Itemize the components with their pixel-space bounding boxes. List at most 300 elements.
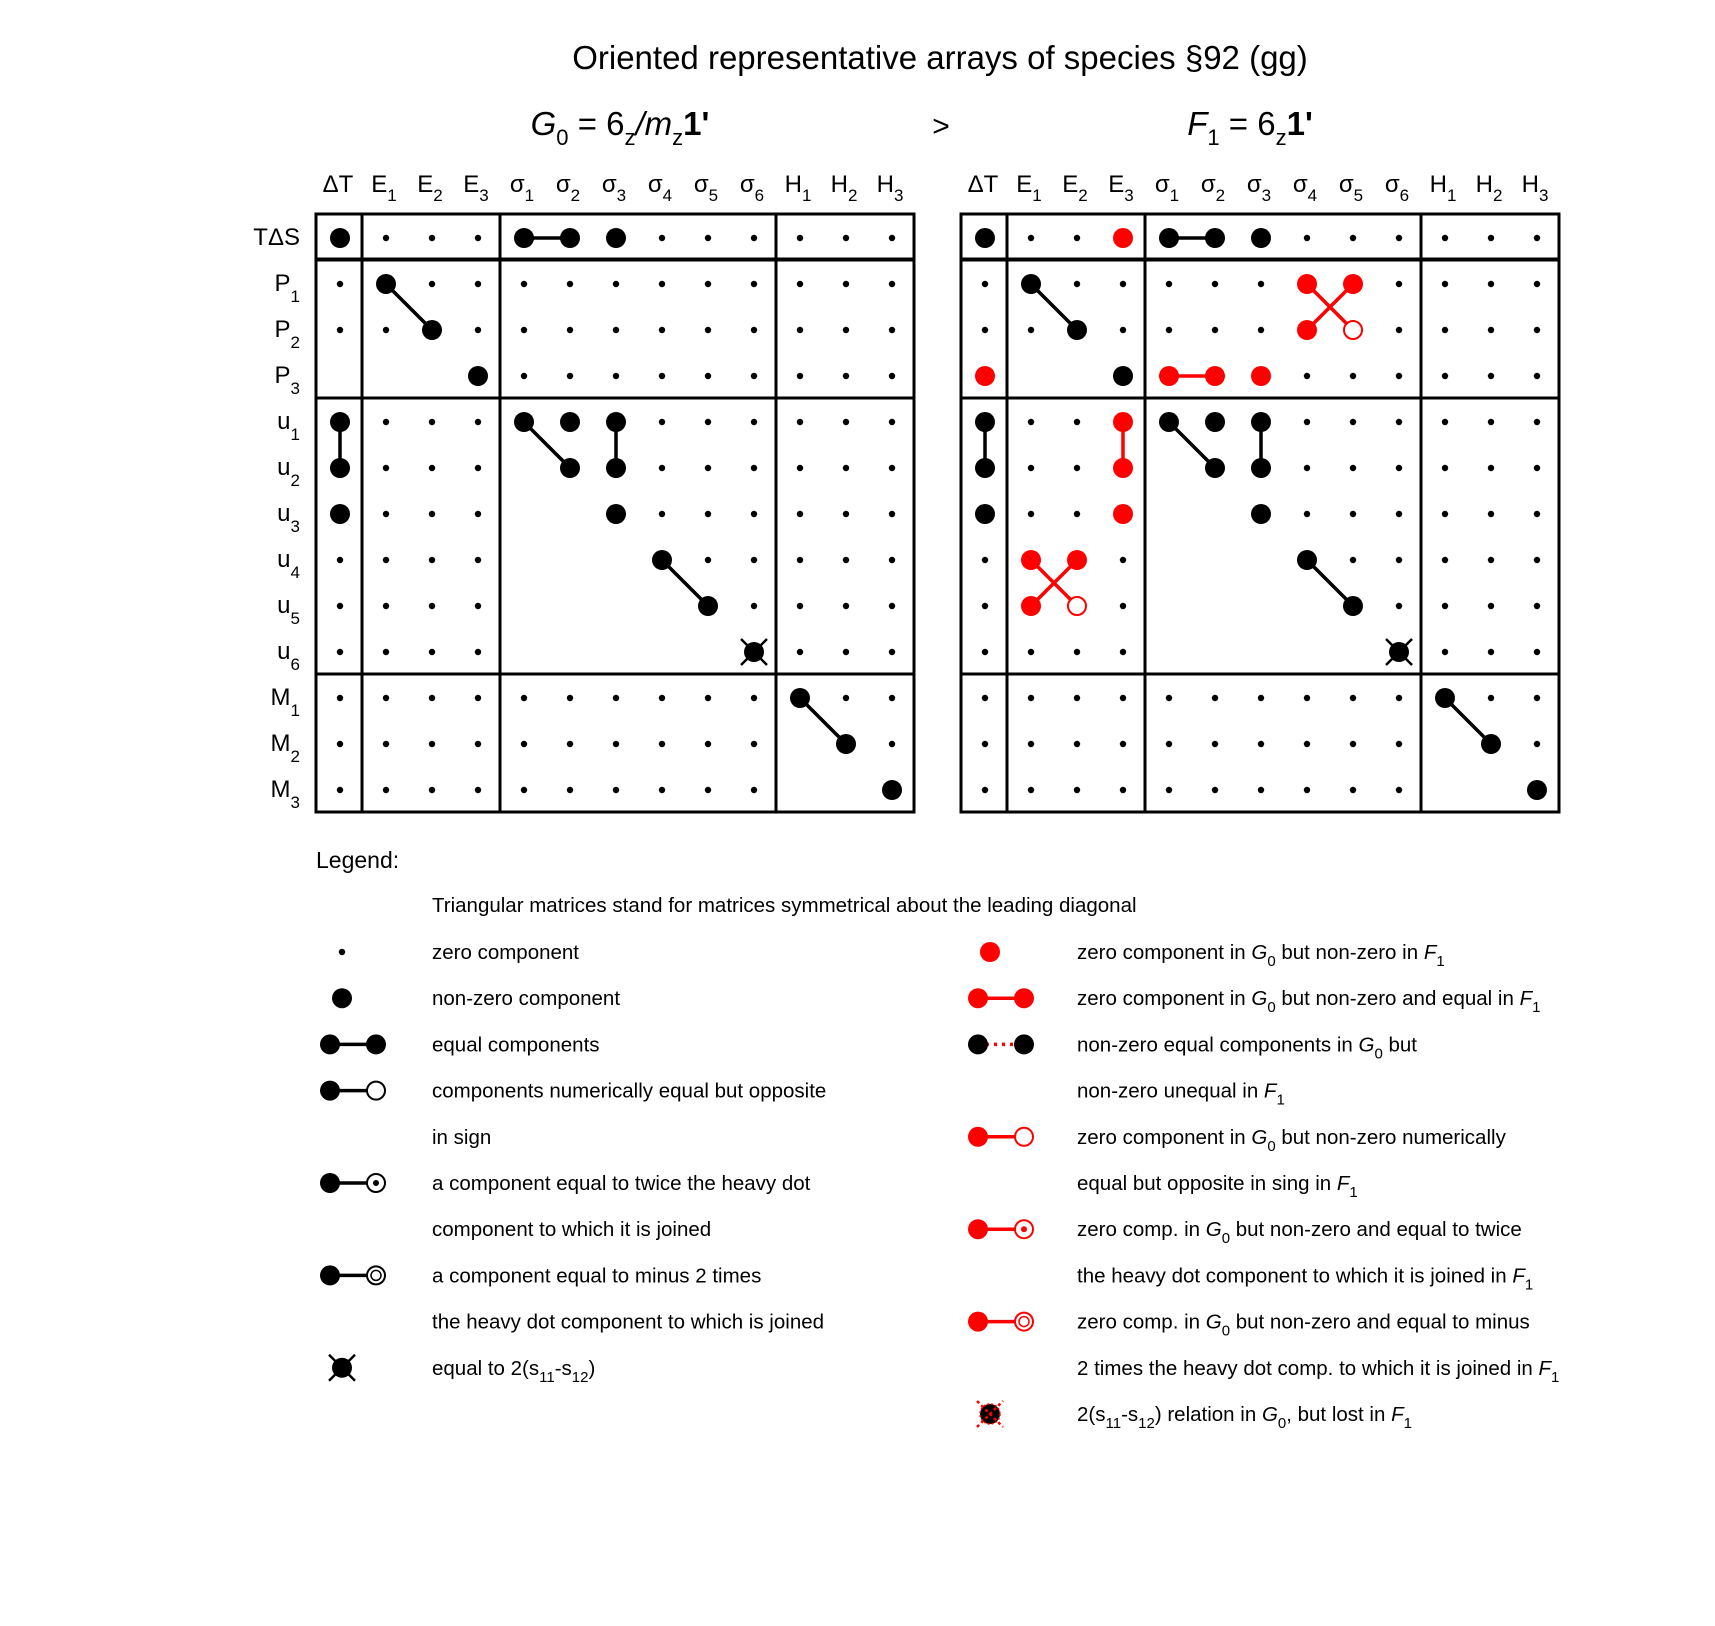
- zero-component-dot: [1120, 787, 1126, 793]
- legend-right-text: the heavy dot component to which it is joined in $F_1$: [1077, 1264, 1534, 1294]
- zero-component-dot: [1534, 695, 1540, 701]
- zero-component-dot: [982, 741, 988, 747]
- zero-component-dot: [1212, 327, 1218, 333]
- zero-component-dot: [613, 787, 619, 793]
- nonzero-component-dot: [560, 412, 580, 432]
- nonzero-component-dot: [1435, 688, 1455, 708]
- nonzero-component-dot: [606, 504, 626, 524]
- red-dot-icon: [980, 942, 1000, 962]
- red-nonzero-dot: [1021, 550, 1041, 570]
- legend-left-text: the heavy dot component to which is joined: [432, 1310, 825, 1334]
- zero-component-dot: [1074, 649, 1080, 655]
- zero-component-dot: [567, 281, 573, 287]
- nonzero-component-dot: [836, 734, 856, 754]
- nonzero-component-dot: [1205, 458, 1225, 478]
- nonzero-component-dot: [376, 274, 396, 294]
- red-nonzero-dot: [1113, 228, 1133, 248]
- red-equal-pair-icon: [968, 988, 1034, 1008]
- zero-component-dot: [1442, 327, 1448, 333]
- zero-component-dot: [1534, 603, 1540, 609]
- nonzero-component-dot: [652, 550, 672, 570]
- zero-component-dot: [383, 511, 389, 517]
- zero-component-dot: [1396, 787, 1402, 793]
- zero-component-dot: [1350, 787, 1356, 793]
- nonzero-component-dot: [1205, 228, 1225, 248]
- group-relation-symbol: >: [932, 110, 950, 143]
- nonzero-component-dot: [1067, 320, 1087, 340]
- zero-component-dot: [1534, 419, 1540, 425]
- zero-component-dot: [475, 695, 481, 701]
- zero-component-dot: [1074, 235, 1080, 241]
- legend-note: Triangular matrices stand for matrices symmetrical about the leading diagonal: [432, 894, 1137, 917]
- zero-component-dot: [613, 695, 619, 701]
- nonzero-component-dot: [698, 596, 718, 616]
- zero-component-dot: [705, 741, 711, 747]
- zero-component-dot: [1074, 695, 1080, 701]
- red-twice-pair-icon: [968, 1219, 1033, 1239]
- red-nonzero-dot: [1297, 274, 1317, 294]
- zero-component-dot: [797, 419, 803, 425]
- zero-component-dot: [1166, 327, 1172, 333]
- zero-component-dot: [1028, 327, 1034, 333]
- zero-component-dot: [1534, 741, 1540, 747]
- zero-component-dot: [383, 787, 389, 793]
- zero-component-dot: [705, 511, 711, 517]
- zero-component-dot: [1258, 281, 1264, 287]
- zero-component-dot: [797, 327, 803, 333]
- zero-component-dot: [383, 649, 389, 655]
- nonzero-component-dot: [1343, 596, 1363, 616]
- zero-component-dot: [705, 373, 711, 379]
- legend-left-text: a component equal to minus 2 times: [432, 1264, 762, 1288]
- zero-component-dot: [1534, 557, 1540, 563]
- nonzero-component-dot: [606, 412, 626, 432]
- matrices: [253, 171, 1559, 812]
- zero-component-dot: [383, 465, 389, 471]
- nonzero-component-dot: [975, 458, 995, 478]
- legend-left-text: equal to $2(s_{11}-s_{12})$: [432, 1356, 596, 1386]
- zero-component-dot: [1488, 373, 1494, 379]
- column-label: $E_3$: [463, 171, 489, 205]
- zero-component-dot: [613, 281, 619, 287]
- zero-component-dot: [982, 603, 988, 609]
- zero-component-dot: [1488, 695, 1494, 701]
- zero-component-dot: [797, 465, 803, 471]
- column-label: $\sigma_3$: [601, 171, 627, 205]
- zero-component-dot: [1488, 419, 1494, 425]
- zero-component-dot: [659, 511, 665, 517]
- red-opposite-sign-dot: [1344, 321, 1362, 339]
- zero-component-dot: [521, 281, 527, 287]
- column-label: $\sigma_2$: [555, 171, 581, 205]
- zero-component-dot: [1028, 419, 1034, 425]
- zero-component-dot: [383, 419, 389, 425]
- nonzero-component-dot: [560, 458, 580, 478]
- red-nonzero-dot: [1205, 366, 1225, 386]
- zero-component-dot: [705, 787, 711, 793]
- nonzero-component-dot: [975, 228, 995, 248]
- zero-component-dot: [429, 419, 435, 425]
- column-label: ΔT: [967, 171, 999, 198]
- zero-component-dot: [1120, 603, 1126, 609]
- zero-component-dot: [1488, 327, 1494, 333]
- zero-component-dot: [567, 695, 573, 701]
- zero-component-dot: [567, 741, 573, 747]
- zero-component-dot: [1396, 741, 1402, 747]
- zero-component-dot: [843, 419, 849, 425]
- zero-component-dot: [383, 235, 389, 241]
- zero-component-dot: [521, 787, 527, 793]
- zero-component-dot: [475, 741, 481, 747]
- zero-component-dot: [1074, 787, 1080, 793]
- zero-component-dot: [1534, 511, 1540, 517]
- zero-component-dot: [1074, 419, 1080, 425]
- row-label: $M_2$: [270, 730, 300, 766]
- zero-component-dot: [1488, 603, 1494, 609]
- zero-component-dot: [521, 373, 527, 379]
- zero-component-dot: [797, 603, 803, 609]
- zero-component-dot: [429, 235, 435, 241]
- red-nonzero-dot: [1297, 320, 1317, 340]
- parent-group-label: $G_0 = 6_z/m_z1'$: [530, 105, 710, 150]
- row-label: $P_1$: [274, 270, 300, 306]
- zero-component-dot: [751, 465, 757, 471]
- zero-component-dot: [751, 741, 757, 747]
- nonzero-component-dot: [422, 320, 442, 340]
- red-nonzero-dot: [1113, 504, 1133, 524]
- zero-component-dot: [889, 741, 895, 747]
- zero-component-dot: [1212, 281, 1218, 287]
- zero-component-dot: [429, 741, 435, 747]
- zero-component-dot: [1304, 511, 1310, 517]
- zero-component-dot: [475, 235, 481, 241]
- nonzero-component-dot: [606, 458, 626, 478]
- zero-component-dot: [1074, 511, 1080, 517]
- row-label: $P_3$: [274, 362, 300, 398]
- zero-component-dot: [1442, 465, 1448, 471]
- zero-component-dot: [1258, 787, 1264, 793]
- zero-component-dot: [1350, 373, 1356, 379]
- zero-component-dot: [889, 557, 895, 563]
- zero-component-dot: [889, 649, 895, 655]
- zero-component-dot: [1350, 695, 1356, 701]
- zero-component-dot: [889, 465, 895, 471]
- zero-component-dot: [843, 649, 849, 655]
- legend-left-text: in sign: [432, 1125, 492, 1149]
- row-label: $u_2$: [277, 454, 300, 490]
- zero-component-dot: [751, 787, 757, 793]
- column-label: $\sigma_4$: [647, 171, 673, 205]
- zero-component-dot: [751, 511, 757, 517]
- zero-component-dot: [889, 327, 895, 333]
- zero-component-dot: [659, 741, 665, 747]
- zero-component-dot: [1166, 281, 1172, 287]
- column-label: $\sigma_6$: [739, 171, 765, 205]
- nonzero-component-dot: [1251, 458, 1271, 478]
- opposite-pair-icon: [320, 1081, 385, 1101]
- row-label: $u_6$: [277, 638, 300, 674]
- row-label: $u_3$: [277, 500, 300, 536]
- zero-component-dot: [521, 741, 527, 747]
- zero-component-dot: [429, 281, 435, 287]
- zero-component-dot: [889, 235, 895, 241]
- zero-component-dot: [475, 511, 481, 517]
- zero-component-dot: [613, 373, 619, 379]
- row-label: $P_2$: [274, 316, 300, 352]
- zero-component-dot: [751, 603, 757, 609]
- zero-component-dot: [751, 281, 757, 287]
- nonzero-component-dot: [1159, 228, 1179, 248]
- zero-component-dot: [1120, 695, 1126, 701]
- nonzero-component-dot: [330, 412, 350, 432]
- zero-component-dot: [1442, 511, 1448, 517]
- zero-component-dot: [613, 327, 619, 333]
- red-minus-two-pair-icon: [968, 1312, 1033, 1332]
- zero-component-dot: [1396, 695, 1402, 701]
- zero-component-dot: [843, 235, 849, 241]
- zero-component-dot: [1534, 373, 1540, 379]
- zero-component-dot: [889, 281, 895, 287]
- zero-component-dot: [889, 419, 895, 425]
- zero-component-dot: [705, 235, 711, 241]
- zero-component-dot: [475, 603, 481, 609]
- zero-component-dot: [889, 695, 895, 701]
- nonzero-component-dot: [1527, 780, 1547, 800]
- zero-component-dot: [1166, 695, 1172, 701]
- column-label: $H_2$: [1475, 171, 1503, 205]
- nonzero-component-dot: [882, 780, 902, 800]
- zero-component-dot: [1028, 741, 1034, 747]
- zero-component-dot: [1488, 557, 1494, 563]
- nonzero-component-dot: [975, 412, 995, 432]
- zero-component-dot: [843, 281, 849, 287]
- zero-component-dot: [1028, 465, 1034, 471]
- equal-pair-icon: [320, 1034, 386, 1054]
- zero-component-dot: [521, 695, 527, 701]
- zero-component-dot: [1120, 557, 1126, 563]
- column-label: $\sigma_2$: [1200, 171, 1226, 205]
- zero-component-dot: [1442, 419, 1448, 425]
- zero-component-dot: [889, 511, 895, 517]
- zero-component-dot: [337, 603, 343, 609]
- column-label: $E_3$: [1108, 171, 1134, 205]
- zero-component-dot: [705, 419, 711, 425]
- zero-component-dot: [1488, 649, 1494, 655]
- zero-component-dot: [1442, 603, 1448, 609]
- zero-component-dot: [659, 695, 665, 701]
- nonzero-component-dot: [1251, 504, 1271, 524]
- zero-component-dot: [843, 603, 849, 609]
- red-nonzero-dot: [1159, 366, 1179, 386]
- zero-component-dot: [521, 327, 527, 333]
- zero-component-dot: [1166, 787, 1172, 793]
- zero-component-dot: [1028, 695, 1034, 701]
- zero-component-dot: [843, 465, 849, 471]
- red-nonzero-dot: [1251, 366, 1271, 386]
- zero-component-dot: [1534, 281, 1540, 287]
- zero-component-dot: [567, 327, 573, 333]
- zero-component-dot: [1258, 327, 1264, 333]
- zero-component-dot: [429, 787, 435, 793]
- zero-component-dot: [475, 649, 481, 655]
- nonzero-component-dot: [606, 228, 626, 248]
- zero-component-dot: [383, 557, 389, 563]
- zero-component-dot: [1488, 511, 1494, 517]
- zero-component-dot: [383, 327, 389, 333]
- zero-component-dot: [1350, 511, 1356, 517]
- nonzero-component-dot: [330, 504, 350, 524]
- zero-component-dot: [659, 787, 665, 793]
- zero-component-dot: [659, 373, 665, 379]
- zero-component-dot: [751, 235, 757, 241]
- zero-component-dot: [1350, 741, 1356, 747]
- heavy-dot-icon: [332, 988, 352, 1008]
- row-label: $u_1$: [277, 408, 300, 444]
- zero-component-dot: [843, 557, 849, 563]
- zero-component-dot: [1488, 235, 1494, 241]
- red-nonzero-dot: [1067, 550, 1087, 570]
- column-label: $H_3$: [876, 171, 904, 205]
- zero-component-dot: [429, 511, 435, 517]
- minus-two-pair-icon: [320, 1265, 385, 1285]
- row-label: $M_1$: [270, 684, 300, 720]
- zero-component-dot: [982, 787, 988, 793]
- zero-component-dot: [705, 327, 711, 333]
- zero-component-dot: [751, 327, 757, 333]
- zero-component-dot: [843, 511, 849, 517]
- zero-component-dot: [1534, 327, 1540, 333]
- zero-component-dot: [475, 557, 481, 563]
- legend-heading: Legend:: [316, 847, 400, 873]
- zero-component-dot: [659, 327, 665, 333]
- column-label: $E_1$: [371, 171, 397, 205]
- zero-component-dot: [1304, 741, 1310, 747]
- zero-component-dot: [1442, 281, 1448, 287]
- column-label: $E_2$: [417, 171, 443, 205]
- zero-component-dot: [1396, 419, 1402, 425]
- zero-component-dot: [475, 465, 481, 471]
- zero-component-dot: [797, 649, 803, 655]
- nonzero-component-dot: [330, 458, 350, 478]
- legend-right-text: non-zero equal components in $G_0$ but: [1077, 1033, 1417, 1063]
- zero-component-dot: [429, 649, 435, 655]
- zero-component-dot: [797, 235, 803, 241]
- nonzero-component-dot: [514, 412, 534, 432]
- zero-component-dot: [1304, 235, 1310, 241]
- zero-component-dot: [429, 557, 435, 563]
- legend-left-text: zero component: [432, 941, 580, 964]
- row-label: $u_5$: [277, 592, 300, 628]
- nonzero-component-dot: [1481, 734, 1501, 754]
- zero-component-dot: [429, 603, 435, 609]
- legend-left-text: non-zero component: [432, 987, 621, 1011]
- column-label: $H_2$: [830, 171, 858, 205]
- zero-component-dot: [1074, 465, 1080, 471]
- nonzero-component-dot: [1251, 412, 1271, 432]
- zero-component-dot: [1258, 695, 1264, 701]
- nonzero-component-dot: [790, 688, 810, 708]
- zero-component-dot: [1212, 741, 1218, 747]
- zero-component-dot: [751, 373, 757, 379]
- zero-component-dot: [1120, 649, 1126, 655]
- nonzero-component-dot: [1297, 550, 1317, 570]
- red-nonzero-dot: [975, 366, 995, 386]
- zero-component-dot: [613, 741, 619, 747]
- zero-component-dot: [429, 695, 435, 701]
- zero-component-dot: [889, 603, 895, 609]
- legend-left-text: a component equal to twice the heavy dot: [432, 1172, 811, 1195]
- zero-component-dot: [1534, 649, 1540, 655]
- zero-component-dot: [1488, 281, 1494, 287]
- matrix-F1: [961, 171, 1559, 812]
- nonzero-component-dot: [1113, 366, 1133, 386]
- legend-left-text: equal components: [432, 1033, 600, 1057]
- legend-left-text: components numerically equal but opposite: [432, 1079, 827, 1103]
- zero-component-dot: [705, 695, 711, 701]
- red-nonzero-dot: [1021, 596, 1041, 616]
- zero-component-dot: [751, 419, 757, 425]
- zero-component-dot: [1028, 787, 1034, 793]
- column-label: $E_1$: [1016, 171, 1042, 205]
- zero-component-dot: [475, 419, 481, 425]
- zero-component-dot: [1396, 373, 1402, 379]
- legend-right-text: zero component in $G_0$ but non-zero and equal in $F_1$: [1077, 987, 1541, 1017]
- zero-component-dot: [1442, 235, 1448, 241]
- zero-component-dot: [705, 557, 711, 563]
- zero-component-dot: [1396, 603, 1402, 609]
- legend-right-text: zero comp. in $G_0$ but non-zero and equal to twice: [1077, 1218, 1522, 1248]
- column-label: $H_1$: [1429, 171, 1457, 205]
- zero-component-dot: [659, 281, 665, 287]
- zero-component-dot: [843, 695, 849, 701]
- zero-component-dot: [1074, 281, 1080, 287]
- zero-component-dot: [751, 695, 757, 701]
- broken-pair-icon: [968, 1034, 1034, 1054]
- zero-component-dot: [337, 281, 343, 287]
- column-label: $H_1$: [784, 171, 812, 205]
- red-nonzero-dot: [1113, 458, 1133, 478]
- legend: [316, 847, 1559, 1432]
- zero-component-dot: [383, 695, 389, 701]
- zero-component-dot: [337, 787, 343, 793]
- zero-component-dot: [1120, 281, 1126, 287]
- zero-component-dot: [383, 603, 389, 609]
- zero-component-dot: [1442, 373, 1448, 379]
- zero-component-dot: [1120, 327, 1126, 333]
- diagram-title: Oriented representative arrays of species §92 (gg): [572, 39, 1308, 76]
- nonzero-component-dot: [1251, 228, 1271, 248]
- zero-component-dot: [567, 787, 573, 793]
- zero-component-dot: [475, 281, 481, 287]
- zero-component-dot: [982, 649, 988, 655]
- zero-component-dot: [1304, 465, 1310, 471]
- cross-dot-icon: [1386, 639, 1412, 665]
- nonzero-component-dot: [514, 228, 534, 248]
- column-label: $E_2$: [1062, 171, 1088, 205]
- zero-component-dot: [337, 557, 343, 563]
- zero-component-dot: [567, 373, 573, 379]
- legend-right-text: non-zero unequal in $F_1$: [1077, 1079, 1285, 1109]
- row-label: TΔS: [253, 224, 300, 251]
- column-label: $\sigma_3$: [1246, 171, 1272, 205]
- column-label: $H_3$: [1521, 171, 1549, 205]
- zero-component-dot: [843, 373, 849, 379]
- nonzero-component-dot: [1205, 412, 1225, 432]
- zero-component-dot: [1212, 695, 1218, 701]
- zero-component-dot: [1396, 235, 1402, 241]
- zero-component-dot: [797, 281, 803, 287]
- column-label: $\sigma_5$: [693, 171, 719, 205]
